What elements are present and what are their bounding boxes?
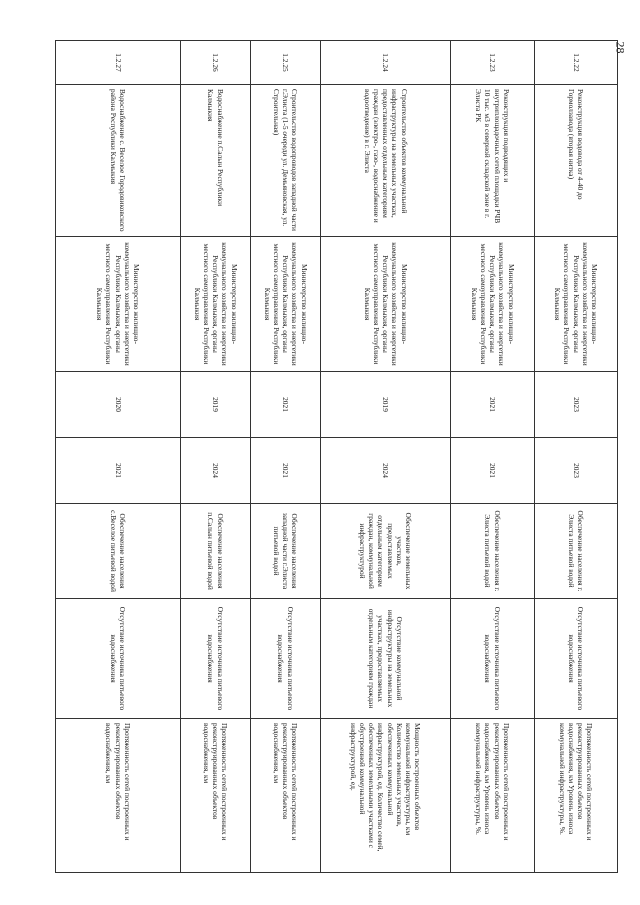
problem-description: Отсутствие коммунальной инфраструктуры на земельных участках, предоставляемых отдельным категориям граждан [321,599,451,719]
problem-description: Отсутствие источника питьевого водоснабжения [535,599,618,719]
year-start: 2019 [321,372,451,438]
table-row [251,41,321,873]
indicators: Мощность построенных объектов коммунальной инфраструктуры, км Количество земельных участков, обеспеченных коммунальной инфраструктурой, ед. Количество семей, обеспеченных земельными участками с обустроенной коммунальной инфраструктурой, ед. [321,719,451,873]
table-row [181,41,251,873]
indicators: Протяженность сетей построенных и реконструированных объектов водоснабжения, км [251,719,321,873]
problem-description: Отсутствие источника питьевого водоснабжения [451,599,535,719]
year-end: 2024 [181,438,251,504]
responsible-executor: Министерство жилищно-коммунального хозяйства и энергетики Республики Калмыкия, органы местного самоуправления Республики Калмыкия [181,237,251,372]
table-row [56,41,181,873]
program-table [55,40,618,873]
row-number: 1.2.22 [535,41,618,85]
problem-description: Отсутствие источника питьевого водоснабжения [56,599,181,719]
year-start: 2021 [251,372,321,438]
row-number: 1.2.24 [321,41,451,85]
indicators: Протяженность сетей построенных и реконструированных объектов водоснабжения, км [56,719,181,873]
rotated-table-frame [56,40,618,872]
measure-name: Водоснабжение п.Салын Республики Калмыкия [181,85,251,237]
expected-result: Обеспечение земельных участков, предоставляемых отдельным категориям граждан, коммунальной инфраструктурой [321,504,451,599]
expected-result: Обеспечение населения западной части г.Элиста питьевой водой [251,504,321,599]
expected-result: Обеспечение населения г. Элиста питьевой водой [451,504,535,599]
responsible-executor: Министерство жилищно-коммунального хозяйства и энергетики Республики Калмыкия, органы местного самоуправления Республики Калмыкия [535,237,618,372]
indicators: Протяженность сетей построенных и реконструированных объектов водоснабжения, км [181,719,251,873]
row-number: 1.2.25 [251,41,321,85]
year-start: 2021 [451,372,535,438]
measure-name: Водоснабжение с. Веселое Городовиковского района Республики Калмыкия [56,85,181,237]
measure-name: Строительство объектов коммунальной инфраструктуры на земельных участках, предоставленных отдельным категориям граждан (электро-, газо-, водоснабжение и водоотведение) в г. Элиста [321,85,451,237]
year-end: 2021 [451,438,535,504]
page-number: 28 [613,41,628,54]
table-body [56,41,618,873]
indicators: Протяженность сетей построенных и реконструированных объектов водоснабжения, км Уровень износа коммунальной инфраструктуры, %. [451,719,535,873]
table-row [535,41,618,873]
responsible-executor: Министерство жилищно-коммунального хозяйства и энергетики Республики Калмыкия, органы местного самоуправления Республики Калмыкия [451,237,535,372]
measure-name: Реконструкция подводящих и внутриплощадочных сетей площадки РЧВ 10 тыс. м3 в северной складской зоне в г. Элиста РК [451,85,535,237]
year-end: 2021 [56,438,181,504]
row-number: 1.2.26 [181,41,251,85]
year-start: 2023 [535,372,618,438]
table-row [451,41,535,873]
measure-name: Строительство водопроводов западной части г.Элиста (1-5 очереди ул. Демьяновская, ул. Строительная) [251,85,321,237]
year-start: 2019 [181,372,251,438]
responsible-executor: Министерство жилищно-коммунального хозяйства и энергетики Республики Калмыкия, органы местного самоуправления Республики Калмыкия [56,237,181,372]
year-end: 2023 [535,438,618,504]
problem-description: Отсутствие источника питьевого водоснабжения [181,599,251,719]
problem-description: Отсутствие источника питьевого водоснабжения [251,599,321,719]
expected-result: Обеспечение населения с.Веселое питьевой водой [56,504,181,599]
year-end: 2024 [321,438,451,504]
responsible-executor: Министерство жилищно-коммунального хозяйства и энергетики Республики Калмыкия, органы местного самоуправления Республики Калмыкия [251,237,321,372]
table-container [56,40,618,872]
table-row [321,41,451,873]
row-number: 1.2.23 [451,41,535,85]
responsible-executor: Министерство жилищно-коммунального хозяйства и энергетики Республики Калмыкия, органы местного самоуправления Республики Калмыкия [321,237,451,372]
expected-result: Обеспечение населения п.Салын питьевой водой [181,504,251,599]
measure-name: Реконструкция водовода от 4-40 до Гормолзавода (вторая нитка) [535,85,618,237]
year-start: 2020 [56,372,181,438]
expected-result: Обеспечение населения г. Элиста питьевой водой [535,504,618,599]
year-end: 2021 [251,438,321,504]
indicators: Протяженность сетей построенных и реконструированных объектов водоснабжения, км Уровень износа коммунальной инфраструктуры, %. [535,719,618,873]
row-number: 1.2.27 [56,41,181,85]
